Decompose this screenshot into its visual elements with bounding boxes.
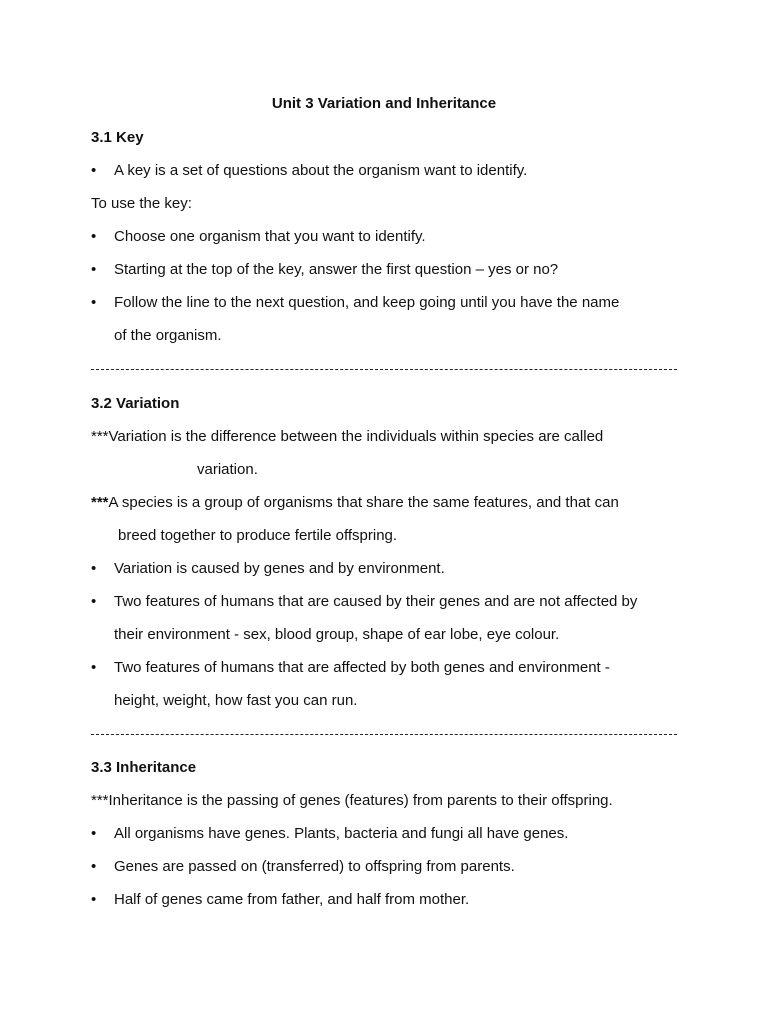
key-step-3: Follow the line to the next question, and keep going until you have the name — [114, 294, 620, 311]
genetic-features-continuation: their environment - sex, blood group, shape of ear lobe, eye colour. — [114, 626, 560, 643]
document-title: Unit 3 Variation and Inheritance — [271, 95, 497, 112]
definition-marker: *** — [91, 494, 109, 511]
mixed-features: Two features of humans that are affected by both genes and environment - — [114, 659, 610, 676]
definition-marker: *** — [91, 792, 109, 809]
key-usage-intro: To use the key: — [91, 195, 192, 212]
key-step-3-continuation: of the organism. — [114, 327, 222, 344]
bullet-marker: • — [91, 858, 97, 875]
variation-definition-continuation: variation. — [197, 461, 258, 478]
bullet-marker: • — [91, 593, 97, 610]
variation-cause: Variation is caused by genes and by environment. — [114, 560, 445, 577]
inheritance-point-3: Half of genes came from father, and half from mother. — [114, 891, 470, 908]
definition-marker: *** — [91, 428, 109, 445]
variation-definition-text: Variation is the difference between the individuals within species are called — [108, 428, 604, 445]
key-step-2: Starting at the top of the key, answer the first question – yes or no? — [114, 261, 559, 278]
bullet-marker: • — [91, 825, 97, 842]
section-divider — [91, 734, 677, 735]
key-step-1: Choose one organism that you want to identify. — [114, 228, 426, 245]
inheritance-definition-text: Inheritance is the passing of genes (features) from parents to their offspring. — [108, 792, 613, 809]
bullet-marker: • — [91, 294, 97, 311]
species-definition-continuation: breed together to produce fertile offspring. — [118, 527, 398, 544]
species-definition-text: A species is a group of organisms that share the same features, and that can — [108, 494, 619, 511]
bullet-marker: • — [91, 162, 97, 179]
section-heading-inheritance: 3.3 Inheritance — [91, 759, 197, 776]
bullet-marker: • — [91, 228, 97, 245]
variation-definition — [91, 427, 603, 447]
bullet-marker: • — [91, 560, 97, 577]
mixed-features-continuation: height, weight, how fast you can run. — [114, 692, 358, 709]
genetic-features: Two features of humans that are caused by their genes and are not affected by — [114, 593, 638, 610]
species-definition — [91, 493, 619, 513]
inheritance-point-2: Genes are passed on (transferred) to offspring from parents. — [114, 858, 515, 875]
key-definition: A key is a set of questions about the organism want to identify. — [114, 162, 528, 179]
bullet-marker: • — [91, 891, 97, 908]
section-heading-key: 3.1 Key — [91, 129, 144, 146]
section-divider — [91, 369, 677, 370]
section-heading-variation: 3.2 Variation — [91, 395, 180, 412]
bullet-marker: • — [91, 659, 97, 676]
bullet-marker: • — [91, 261, 97, 278]
inheritance-definition — [91, 791, 613, 811]
inheritance-point-1: All organisms have genes. Plants, bacteria and fungi all have genes. — [114, 825, 569, 842]
